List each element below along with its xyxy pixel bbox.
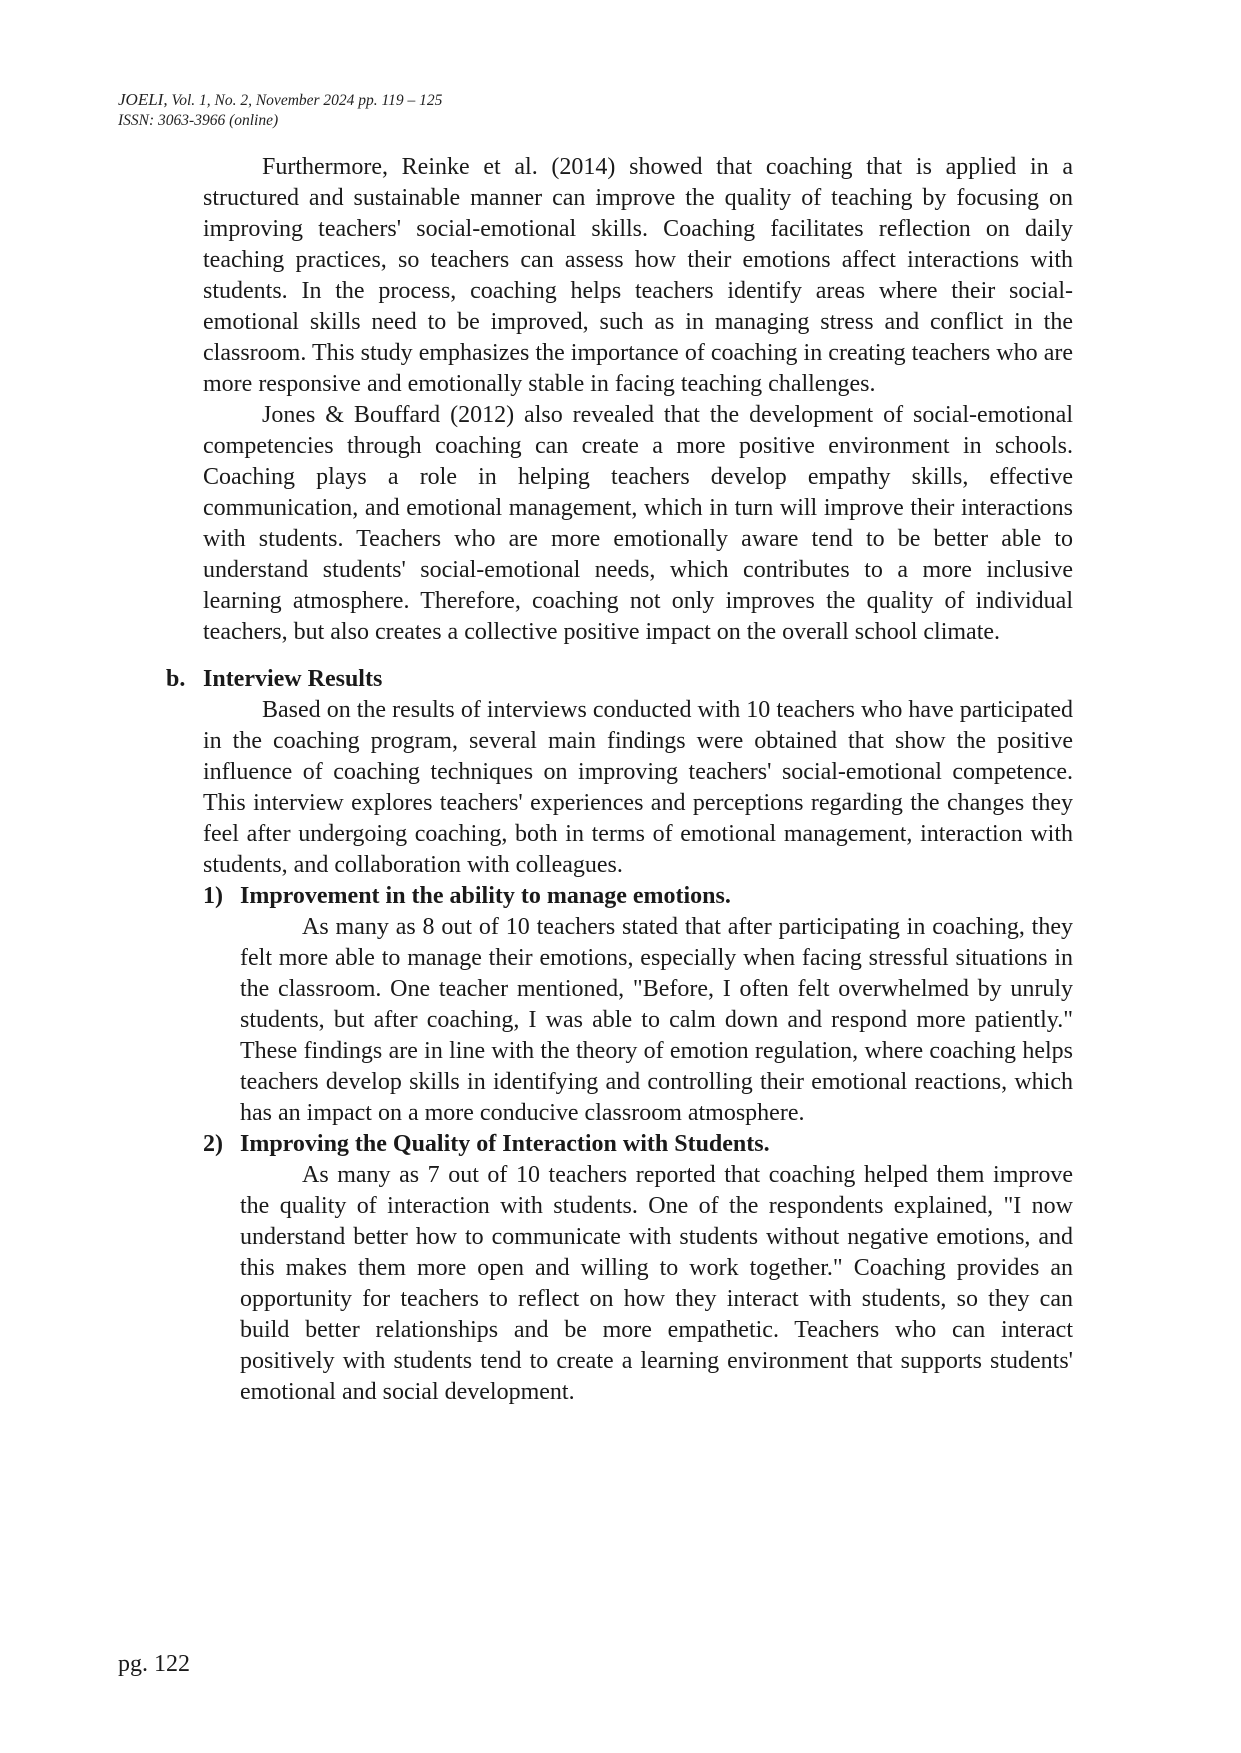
numbered-item	[203, 881, 1073, 1129]
item-marker: 2)	[203, 1131, 223, 1157]
journal-citation-line	[118, 90, 442, 111]
subheading	[203, 1129, 1073, 1160]
page-number: pg. 122	[118, 1651, 190, 1677]
paragraph: Furthermore, Reinke et al. (2014) showed that coaching that is applied in a structured and sustainable manner can improve the quality of teaching by focusing on improving teachers' social-emotional skills. Coaching facilitates reflection on daily teaching practices, so teachers can assess how their emotions affect interactions with students. In the process, coaching helps teachers identify areas where their social-emotional skills need to be improved, such as in managing stress and conflict in the classroom. This study emphasizes the importance of coaching in creating teachers who are more responsive and emotionally stable in facing teaching challenges.	[203, 154, 1073, 397]
subheading	[203, 881, 1073, 912]
journal-name: JOELI,	[118, 90, 168, 109]
section-marker: b.	[166, 666, 186, 692]
item-title: Improving the Quality of Interaction with Students.	[240, 1131, 770, 1157]
paragraph: As many as 8 out of 10 teachers stated that after participating in coaching, they felt more able to manage their emotions, especially when facing stressful situations in the classroom. One teacher mentioned, "Before, I often felt overwhelmed by unruly students, but after coaching, I was able to calm down and respond more patiently." These findings are in line with the theory of emotion regulation, where coaching helps teachers develop skills in identifying and controlling their emotional reactions, which has an impact on a more conducive classroom atmosphere.	[240, 914, 1073, 1126]
paragraph: Based on the results of interviews conducted with 10 teachers who have participated in the coaching program, several main findings were obtained that show the positive influence of coaching techniques on improving teachers' social-emotional competence. This interview explores teachers' experiences and perceptions regarding the changes they feel after undergoing coaching, both in terms of emotional management, interaction with students, and collaboration with colleagues.	[203, 697, 1073, 878]
item-title: Improvement in the ability to manage emotions.	[240, 883, 731, 909]
issn-line: ISSN: 3063-3966 (online)	[118, 112, 279, 129]
paragraph: Jones & Bouffard (2012) also revealed that the development of social-emotional competencies through coaching can create a more positive environment in schools. Coaching plays a role in helping teachers develop empathy skills, effective communication, and emotional management, which in turn will improve their interactions with students. Teachers who are more emotionally aware tend to be better able to understand students' social-emotional needs, which contributes to a more inclusive learning atmosphere. Therefore, coaching not only improves the quality of individual teachers, but also creates a collective positive impact on the overall school climate.	[203, 402, 1073, 645]
section-title: Interview Results	[203, 666, 383, 692]
running-header	[118, 90, 442, 131]
issue-info: Vol. 1, No. 2, November 2024 pp. 119 – 125	[167, 92, 443, 109]
section-heading	[166, 664, 1073, 695]
numbered-item	[203, 1129, 1073, 1408]
item-marker: 1)	[203, 883, 223, 909]
paragraph: As many as 7 out of 10 teachers reported that coaching helped them improve the quality of interaction with students. One of the respondents explained, "I now understand better how to communicate with students without negative emotions, and this makes them more open and willing to work together." Coaching provides an opportunity for teachers to reflect on how they interact with students, so they can build better relationships and be more empathetic. Teachers who can interact positively with students tend to create a learning environment that supports students' emotional and social development.	[240, 1162, 1073, 1405]
body-text	[166, 152, 1073, 1408]
